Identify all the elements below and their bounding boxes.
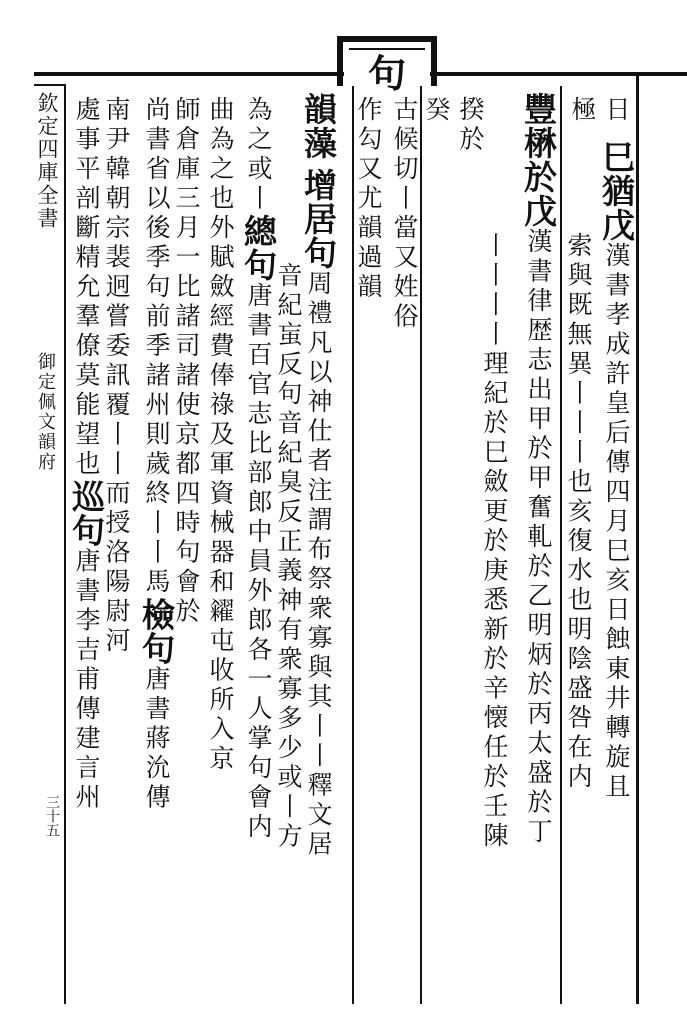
right-border: [636, 72, 639, 1004]
text-column: [570, 96, 595, 126]
entry-text: 極: [568, 96, 597, 126]
entry-text: 漢書律歴志出甲於甲奮軋於乙明炳於丙太盛於丁: [524, 228, 553, 848]
text-column: [424, 96, 449, 126]
page-number: 三十五: [44, 795, 60, 837]
top-border-right: [430, 72, 687, 76]
text-column: [137, 96, 176, 813]
entry-heading: 總句: [239, 214, 278, 282]
entry-heading: 檢句: [137, 597, 176, 666]
text-column: [392, 96, 417, 332]
text-column: [597, 140, 636, 803]
text-column: [519, 92, 558, 848]
entry-text: 索與既無異丨丨丨也亥復水也明陰盛咎在内: [564, 232, 593, 793]
header-tab-top: [337, 36, 437, 42]
entry-heading: 巳猶戊: [597, 140, 636, 242]
entry-text: 處事平剖斷精允羣僚莫能望也: [72, 96, 101, 480]
entry-text: 丨丨丨丨理紀於巳斂更於庚悉新於辛懐任於壬陳: [480, 232, 509, 852]
entry-text: 周禮凡以神仕者注謂布祭衆寡與其丨丨釋文居: [304, 270, 333, 860]
entry-text: 外賦斂經費俸祿及軍資械器和糴屯收所入京: [206, 214, 235, 775]
book-subtitle: 御定佩文韻府: [35, 352, 56, 472]
left-border: [64, 84, 66, 1004]
text-column: [276, 262, 301, 852]
entry-text: 音紀䖟反句音紀臭反正義神有衆寡多少或丨方: [274, 262, 303, 852]
entry-text: 日: [602, 96, 631, 126]
entry-text: 尚書省以後季句前季諸州則歲終丨丨馬: [142, 96, 171, 598]
top-border-left: [34, 72, 344, 76]
column-rule-2: [420, 86, 422, 1004]
text-column: [482, 232, 507, 852]
margin-rule-top: [34, 84, 64, 86]
entry-text: 漢書孝成許皇后傳四月巳亥日蝕東井轉旋且: [602, 242, 631, 803]
entry-text: 曲為之也: [206, 96, 235, 214]
entry-text: 唐書李吉甫傳建言州: [72, 547, 101, 813]
text-column: [208, 96, 233, 775]
entry-text: 為之或丨: [244, 96, 273, 214]
text-column: [458, 96, 483, 155]
text-column: [174, 96, 199, 627]
text-column: [604, 96, 629, 126]
header-tab-inner: [349, 48, 425, 50]
entry-text: 授洛陽尉河: [102, 509, 131, 657]
entry-text: 師倉庫三月一比諸司諸使京都四時句會於: [172, 96, 201, 627]
entry-heading: 巡句: [67, 479, 106, 548]
text-column: [299, 92, 338, 160]
entry-text: 唐書百官志比部郎中員外郎各一人掌句會内: [244, 282, 273, 843]
text-column: [566, 232, 591, 793]
text-column: [67, 96, 106, 813]
text-column: [356, 96, 381, 303]
header-character: 句: [368, 51, 407, 96]
text-column: [239, 96, 278, 843]
text-column: [104, 96, 129, 657]
entry-heading: 增居句: [299, 168, 338, 270]
header-tab-right: [431, 36, 437, 86]
entry-heading: 韻藻: [299, 92, 338, 160]
book-title: 欽定四庫全書: [35, 92, 59, 230]
entry-heading: 豐楙於戊: [519, 92, 558, 228]
entry-text: 南尹韓朝宗裴迥嘗委訊覆丨丨而: [102, 96, 131, 509]
entry-text: 唐書蔣沇傳: [142, 665, 171, 813]
column-rule-1: [560, 86, 562, 1004]
entry-text: 癸: [422, 96, 451, 126]
text-column: [299, 168, 338, 860]
entry-text: 揆於: [456, 96, 485, 155]
entry-text: 古候切丨當又姓俗: [390, 96, 419, 332]
header-tab-left: [337, 36, 343, 86]
entry-text: 作勾又尤韻過韻: [354, 96, 383, 303]
